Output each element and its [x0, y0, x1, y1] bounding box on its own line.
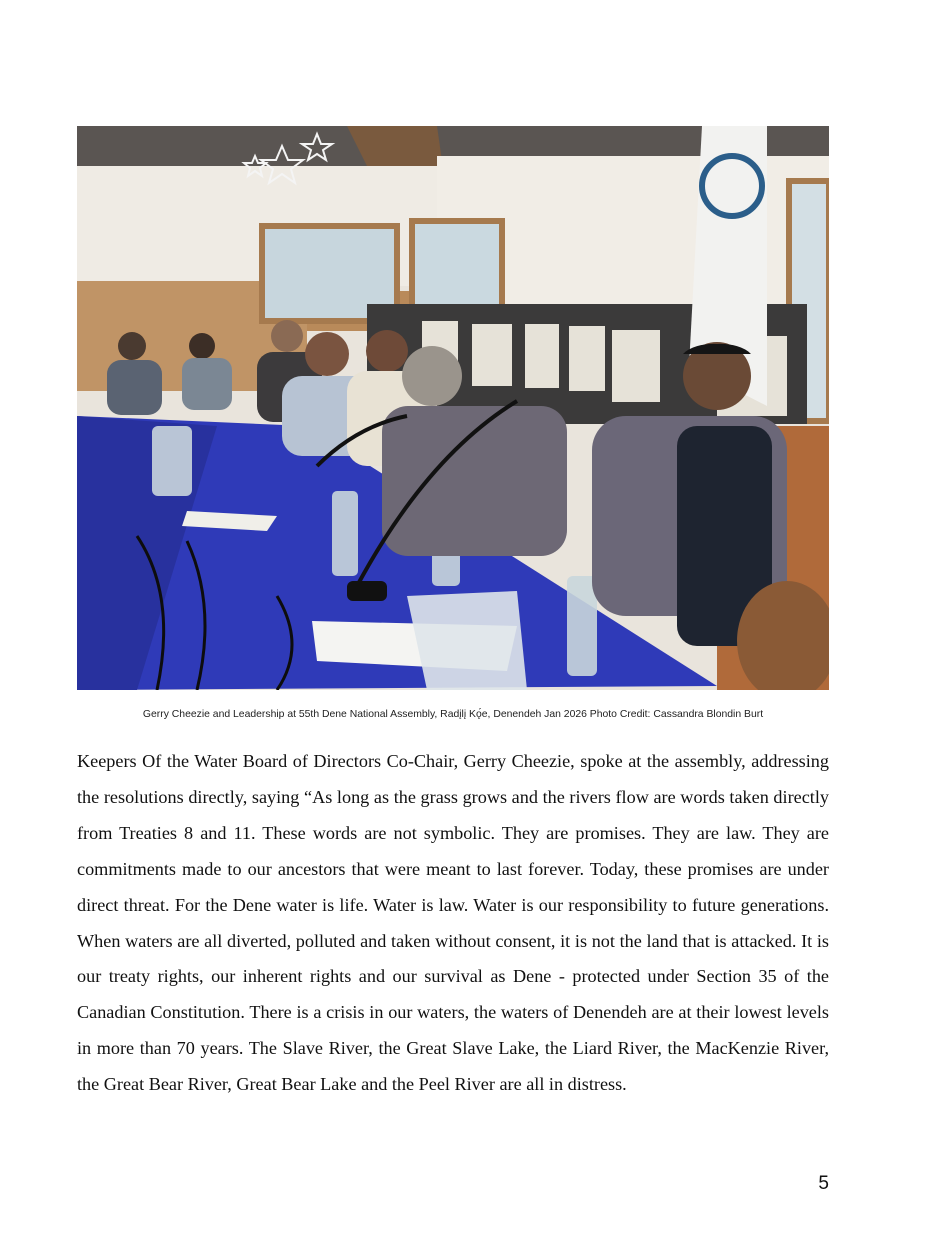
microphone-base [347, 581, 387, 601]
photo-image [77, 126, 829, 690]
page-number: 5 [818, 1173, 829, 1194]
water-pitcher [407, 591, 527, 690]
assembly-photo [77, 126, 829, 690]
photo-caption: Gerry Cheezie and Leadership at 55th Dene National Assembly, Radįlį Kǫ́e, Denendeh Jan 2026 Photo Credit: Cassandra Blondin Burt [142, 709, 764, 720]
body-paragraph: Keepers Of the Water Board of Directors Co-Chair, Gerry Cheezie, spoke at the assembly, addressing the resolutions directly, saying “As long as the grass grows and the rivers flow are words taken directly from Treaties 8 and 11. These words are not symbolic. They are promises. They are law. They are commitments made to our ancestors that were meant to last forever. Today, these promises are under direct threat. For the Dene water is life. Water is law. Water is our responsibility to future generations. When waters are all diverted, polluted and taken without consent, it is not the land that is attacked. It is our treaty rights, our inherent rights and our survival as Dene - protected under Section 35 of the Canadian Constitution. There is a crisis in our waters, the waters of Denendeh are at their lowest levels in more than 70 years. The Slave River, the Great Slave Lake, the Liard River, the MacKenzie River, the Great Bear River, Great Bear Lake and the Peel River are all in distress. [77, 751, 829, 1095]
window-mid [412, 221, 502, 311]
